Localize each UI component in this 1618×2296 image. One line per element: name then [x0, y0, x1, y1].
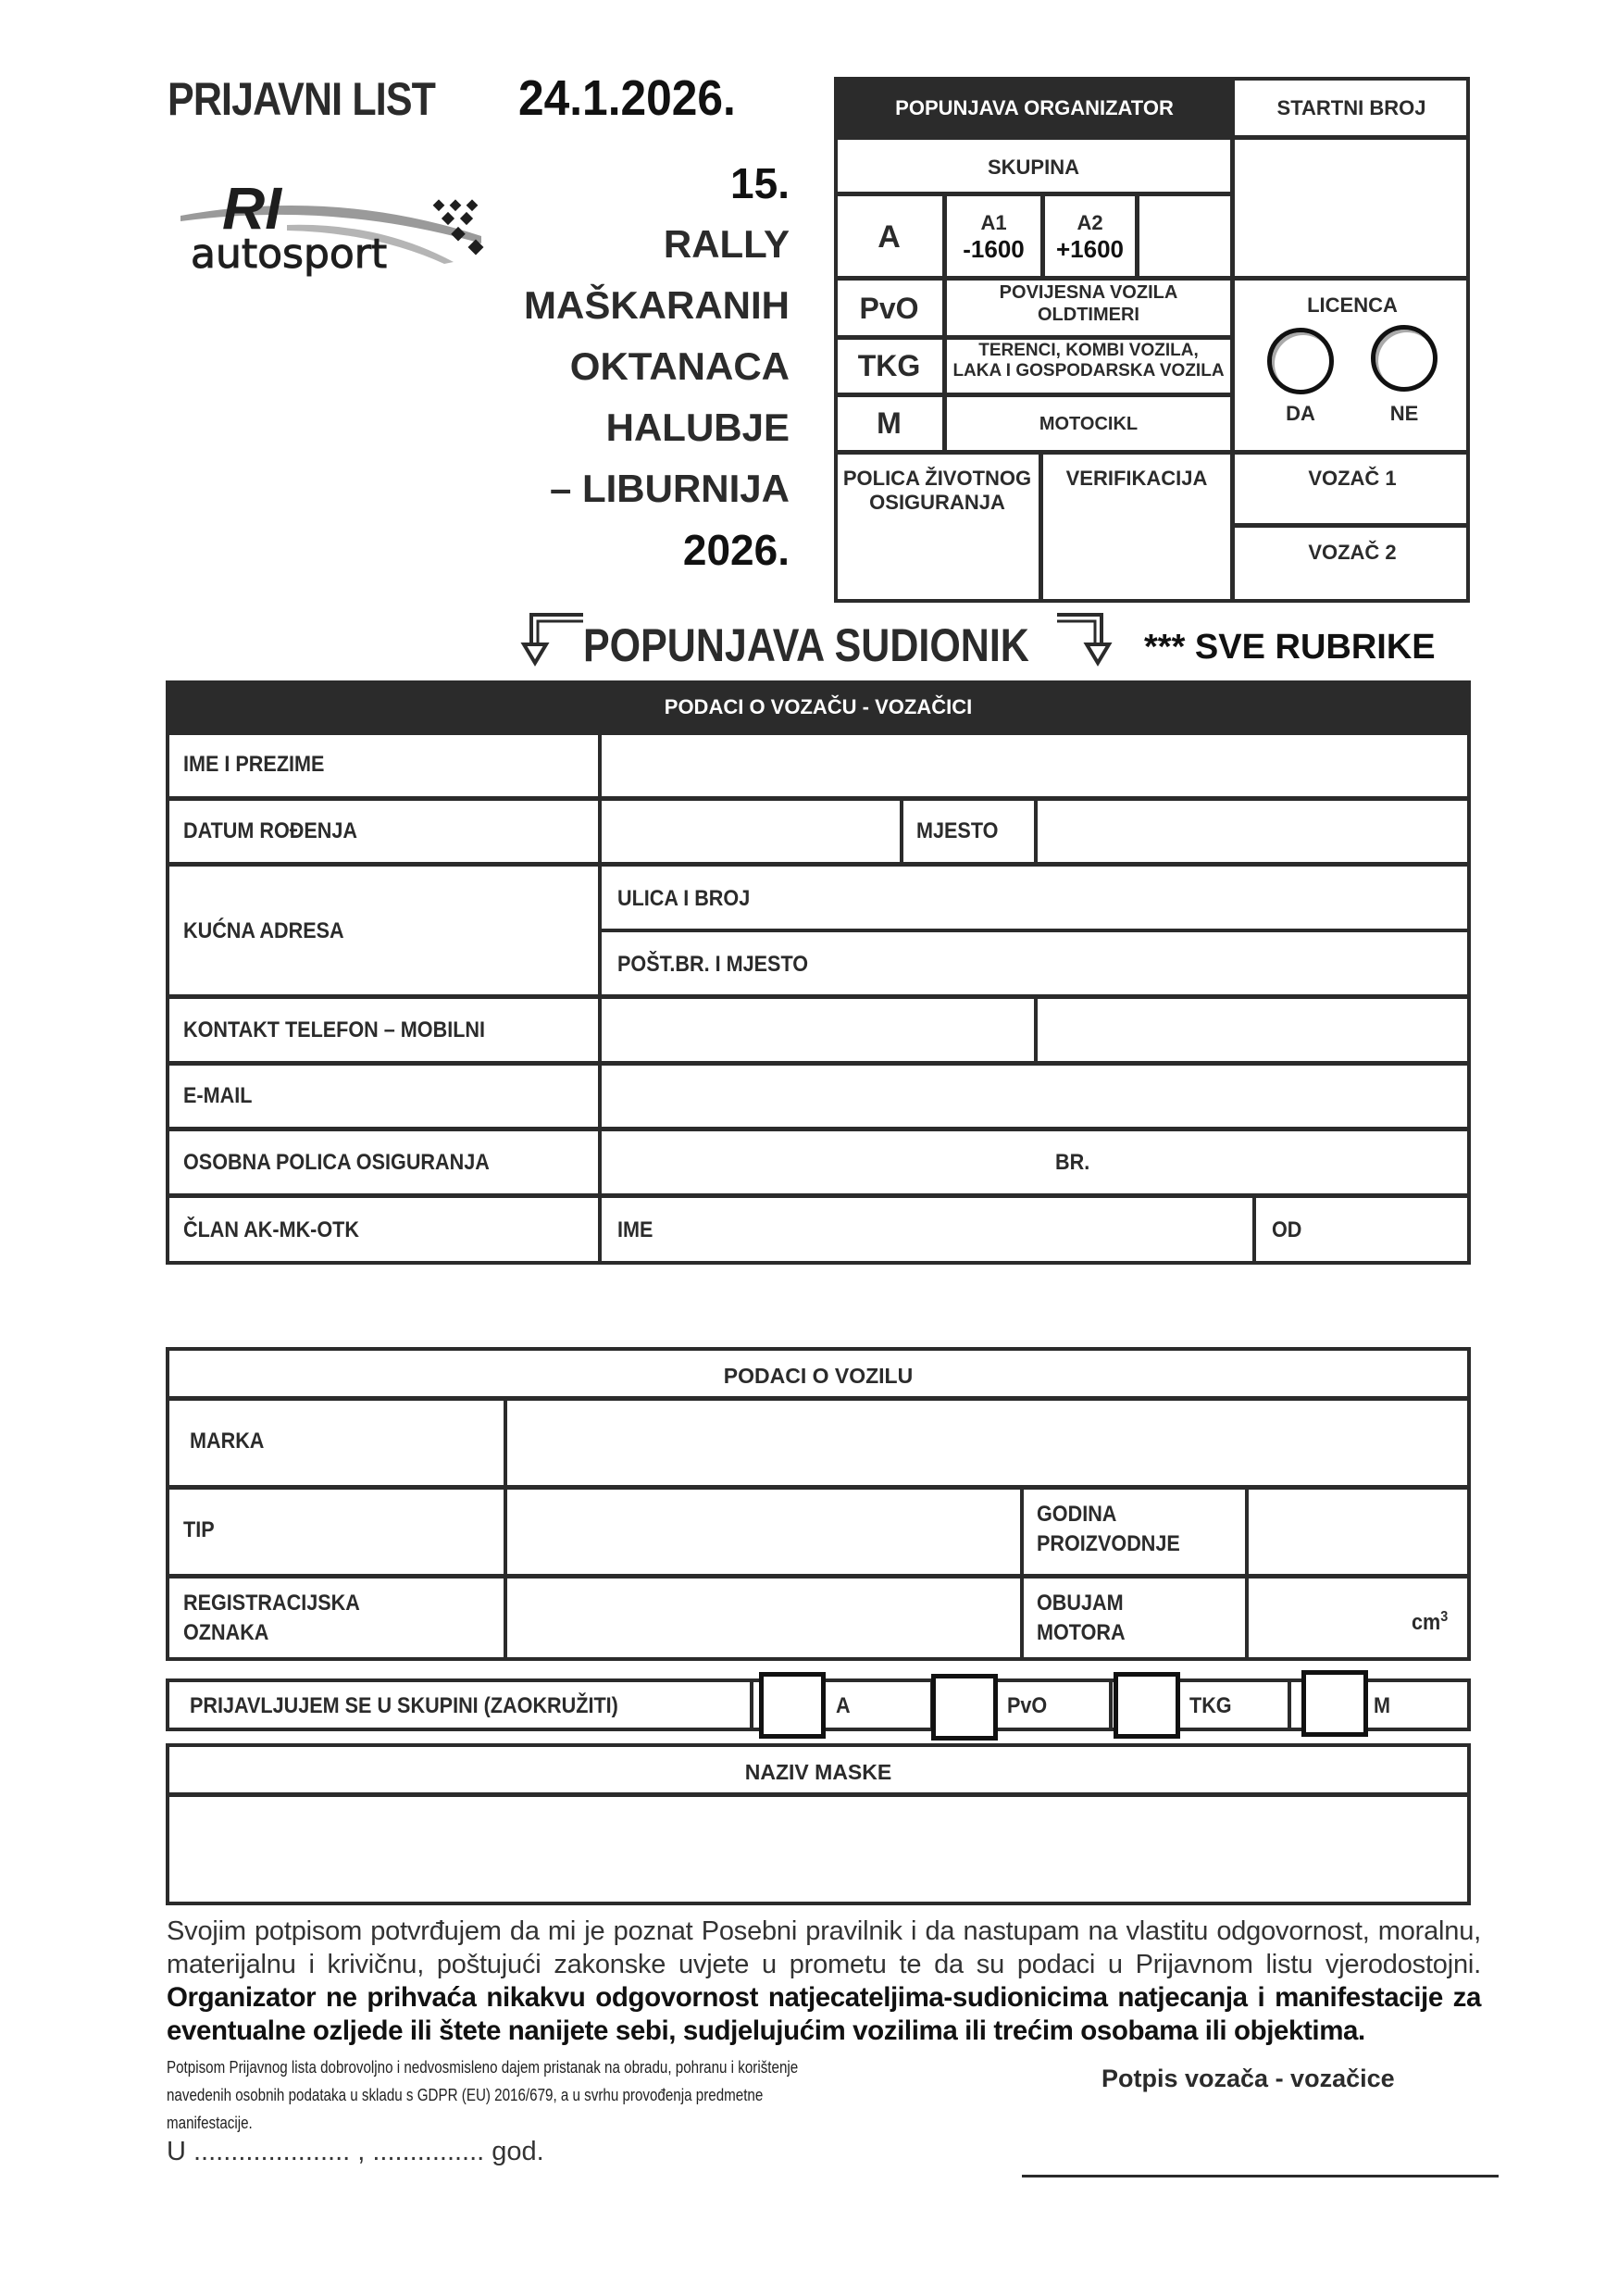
divider	[1034, 994, 1038, 1062]
driver2-label: VOZAČ 2	[1308, 541, 1397, 564]
liability-paragraph: Organizator ne prihvaća nikakvu odgovornost natjecateljima-sudionicima natjecanja i manifestacije za eventualne ozljede ili štete nanijete sebi, sudjelujućim vozilima ili trećim osobama ili objektima.	[167, 1982, 1481, 2046]
subclass-a2-range: +1600	[1055, 235, 1125, 264]
divider	[1034, 796, 1038, 864]
divider	[834, 192, 1232, 196]
full-name-field[interactable]	[604, 735, 1467, 796]
divider	[834, 276, 1470, 281]
divider	[598, 731, 602, 1265]
gdpr-line: Potpisom Prijavnog lista dobrovoljno i nedvosmisleno dajem pristanak na obradu, pohranu i korištenje	[167, 2057, 799, 2077]
license-label: LICENCA	[1307, 293, 1398, 317]
license-no-label: NE	[1389, 402, 1419, 425]
subclass-a1-name: A1	[980, 211, 1007, 234]
street-field[interactable]	[787, 867, 1467, 928]
group-desc-line: TERENCI, KOMBI VOZILA,	[978, 341, 1199, 360]
birth-date-field[interactable]	[604, 801, 900, 862]
event-title-line: RALLY	[663, 222, 790, 266]
year-label-line: PROIZVODNJE	[1037, 1531, 1180, 1557]
signature-field[interactable]	[1022, 2175, 1499, 2177]
arrow-down-right-icon	[1055, 611, 1122, 668]
subclass-a2-name: A2	[1077, 211, 1103, 234]
group-desc-line: OLDTIMERI	[1038, 305, 1139, 325]
home-address-label: KUĆNA ADRESA	[183, 918, 344, 943]
logo-ri-text: RI	[222, 175, 281, 242]
club-since-field[interactable]	[1314, 1198, 1467, 1261]
email-label: E-MAIL	[183, 1083, 253, 1108]
divider	[834, 393, 1232, 397]
divider	[834, 335, 1232, 340]
type-label: TIP	[183, 1517, 215, 1542]
group-desc-tkg	[947, 341, 1230, 381]
divider	[750, 1678, 753, 1731]
divider	[834, 450, 1470, 455]
event-date: 24.1.2026.	[518, 70, 736, 126]
organizer-heading: POPUNJAVA ORGANIZATOR	[895, 96, 1174, 119]
group-pvo-option-label: PvO	[1007, 1693, 1048, 1718]
logo-autosport-text: autosport	[191, 231, 388, 278]
group-code-m: M	[877, 406, 902, 440]
mask-heading: NAZIV MASKE	[744, 1760, 892, 1784]
group-a-checkbox[interactable]	[759, 1672, 826, 1739]
year-field[interactable]	[1251, 1490, 1467, 1574]
event-title	[524, 153, 790, 580]
make-field[interactable]	[509, 1401, 1467, 1485]
divider	[1135, 192, 1139, 278]
group-m-option-label: M	[1374, 1693, 1390, 1718]
driver1-label: VOZAČ 1	[1308, 467, 1397, 490]
engine-unit-text: cm	[1412, 1610, 1441, 1635]
group-desc-m: MOTOCIKL	[1039, 414, 1139, 434]
license-no-radio[interactable]	[1371, 325, 1438, 392]
club-name-label: IME	[617, 1217, 653, 1242]
divider	[1245, 1485, 1249, 1661]
group-m-checkbox[interactable]	[1301, 1670, 1368, 1737]
insurance-number-label: BR.	[1055, 1150, 1090, 1175]
club-name-field[interactable]	[666, 1198, 1250, 1261]
registration-label-line: REGISTRACIJSKA	[183, 1591, 360, 1616]
engine-label-line: OBUJAM	[1037, 1591, 1124, 1616]
divider	[1288, 1678, 1291, 1731]
postal-label: POŠT.BR. I MJESTO	[617, 952, 809, 977]
group-code-a: A	[877, 219, 901, 255]
arrow-down-left-icon	[518, 611, 585, 668]
registration-field[interactable]	[509, 1578, 1020, 1657]
year-label	[1037, 1500, 1180, 1560]
group-tkg-option-label: TKG	[1189, 1693, 1232, 1718]
gdpr-consent	[167, 2053, 819, 2137]
birth-place-label: MJESTO	[916, 818, 999, 843]
divider	[600, 929, 1471, 932]
life-insurance-line: OSIGURANJA	[869, 491, 1005, 515]
life-insurance-label	[836, 467, 1039, 516]
divider	[1235, 135, 1470, 140]
club-since-label: OD	[1272, 1217, 1302, 1242]
group-desc-line: POVIJESNA VOZILA	[999, 282, 1178, 303]
full-name-label: IME I PREZIME	[183, 752, 325, 777]
life-insurance-line: POLICA ŽIVOTNOG	[842, 467, 1032, 490]
event-title-line: MAŠKARANIH	[524, 283, 790, 327]
group-desc-pvo	[947, 281, 1230, 326]
group-selection-label: PRIJAVLJUJEM SE U SKUPINI (ZAOKRUŽITI)	[190, 1693, 618, 1718]
driver-heading: PODACI O VOZAČU - VOZAČICI	[664, 695, 973, 718]
group-desc-line: LAKA I GOSPODARSKA VOZILA	[952, 360, 1225, 381]
make-label: MARKA	[190, 1429, 265, 1454]
document-title: PRIJAVNI LIST	[168, 73, 436, 125]
registration-label	[183, 1589, 360, 1649]
engine-label	[1037, 1589, 1126, 1649]
divider	[1020, 1485, 1024, 1661]
engine-unit	[1412, 1607, 1448, 1638]
logo-graphic	[176, 171, 495, 282]
divider	[900, 796, 903, 864]
group-pvo-checkbox[interactable]	[931, 1674, 998, 1741]
declaration-paragraph: Svojim potpisom potvrđujem da mi je poznat Posebni pravilnik i da nastupam na vlastitu odgovornost, moralnu, materijalnu i krivičnu, poštujući zakonske uvjete u prometu te da su podaci u Prijavnom listu vjerodostojni.	[167, 1916, 1481, 1979]
event-title-line: OKTANACA	[569, 344, 790, 388]
event-year: 2026.	[682, 526, 790, 574]
mobile-field[interactable]	[1039, 999, 1467, 1061]
engine-unit-sup: 3	[1440, 1609, 1449, 1625]
subclass-a1	[947, 211, 1040, 265]
phone-label: KONTAKT TELEFON – MOBILNI	[183, 1017, 485, 1042]
event-title-line: HALUBJE	[605, 406, 790, 449]
declaration-text	[167, 1915, 1481, 2048]
club-member-label: ČLAN AK-MK-OTK	[183, 1217, 359, 1242]
subclass-a2	[1045, 211, 1135, 265]
event-edition: 15.	[730, 159, 790, 207]
divider	[1235, 523, 1470, 528]
phone-field[interactable]	[604, 999, 1034, 1061]
all-fields-note: *** SVE RUBRIKE	[1144, 628, 1436, 667]
license-yes-label: DA	[1286, 402, 1315, 425]
divider	[1252, 1193, 1256, 1265]
insurance-number-field[interactable]	[604, 1131, 1467, 1193]
year-label-line: GODINA	[1037, 1502, 1117, 1527]
email-field[interactable]	[604, 1066, 1467, 1127]
birth-place-field[interactable]	[1039, 801, 1467, 862]
divider	[504, 1396, 507, 1661]
verification-label: VERIFIKACIJA	[1065, 467, 1208, 490]
ri-autosport-logo	[176, 171, 495, 282]
type-field[interactable]	[509, 1490, 1020, 1574]
vehicle-heading: PODACI O VOZILU	[723, 1364, 914, 1388]
group-a-option-label: A	[836, 1693, 851, 1718]
mask-name-field[interactable]	[171, 1798, 1465, 1902]
divider	[834, 135, 1232, 140]
place-date-line: U ..................... , ............... god.	[167, 2137, 544, 2166]
group-code-tkg: TKG	[857, 349, 921, 382]
start-number-label: STARTNI BROJ	[1276, 96, 1426, 119]
group-tkg-checkbox[interactable]	[1114, 1672, 1180, 1739]
signature-label: Potpis vozača - vozačice	[1101, 2065, 1395, 2092]
group-label: SKUPINA	[987, 156, 1079, 179]
subclass-a1-range: -1600	[963, 235, 1025, 264]
divider	[1109, 1678, 1113, 1731]
divider	[166, 1792, 1471, 1797]
event-title-line: – LIBURNIJA	[549, 467, 790, 510]
group-code-pvo: PvO	[859, 292, 919, 325]
postal-field[interactable]	[833, 933, 1467, 994]
birth-date-label: DATUM ROĐENJA	[183, 818, 358, 843]
gdpr-line: navedenih osobnih podataka u skladu s GDPR (EU) 2016/679, a u svrhu provođenja predmetne manifestacije.	[167, 2085, 764, 2132]
registration-label-line: OZNAKA	[183, 1620, 269, 1646]
license-yes-radio[interactable]	[1267, 328, 1334, 394]
insurance-label: OSOBNA POLICA OSIGURANJA	[183, 1150, 490, 1175]
street-label: ULICA I BROJ	[617, 886, 751, 911]
participant-heading: POPUNJAVA SUDIONIK	[583, 619, 1029, 671]
engine-label-line: MOTORA	[1037, 1620, 1126, 1646]
